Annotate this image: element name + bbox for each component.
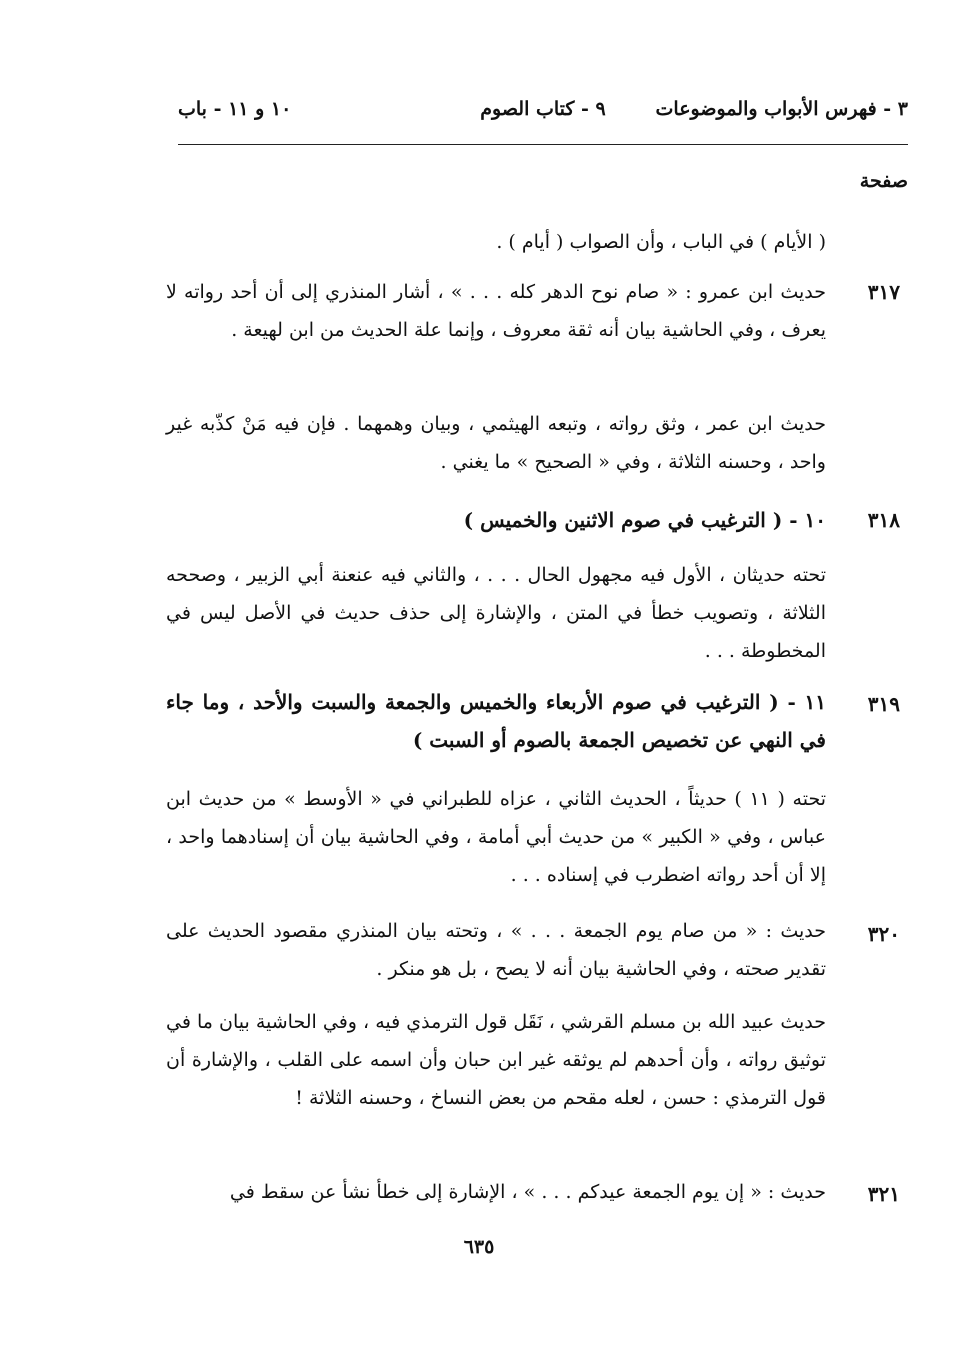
header-book: ٩ - كتاب الصوم xyxy=(480,98,606,120)
entry-320-para-2 xyxy=(166,1003,826,1117)
entry-318-title xyxy=(166,501,826,539)
page-column-label: صفحة xyxy=(859,170,908,192)
paragraph: حديث عبيد الله بن مسلم القرشي ، نَقَل قول الترمذي فيه ، وفي الحاشية بيان ما في توثيق رواته ، وأن أحدهم لم يوثقه غير ابن حبان وأن اسمه على القلب ، والإشارة أن قول الترمذي : حسن ، لعله مقحم من بعض النساخ ، وحسنه الثلاثة ! xyxy=(166,1011,826,1109)
entry-321-para xyxy=(166,1173,826,1211)
entry-317-para-2 xyxy=(166,405,826,481)
entry-number: ٣١٨ xyxy=(867,508,900,532)
paragraph: تحته حديثان ، الأول فيه مجهول الحال . . . ، والثاني فيه عنعنة أبي الزبير ، وصححه الثلاثة ، وتصويب خطأ في المتن ، والإشارة إلى حذف حديث في الأصل ليس في المخطوطة . . . xyxy=(166,564,826,662)
entry-number: ٣١٧ xyxy=(867,280,900,304)
entry-319-para xyxy=(166,780,826,894)
entry-319-title xyxy=(166,683,826,759)
page-number: ٦٣٥ xyxy=(463,1236,495,1258)
paragraph: حديث : « إن يوم الجمعة عيدكم . . . » ، الإشارة إلى خطأ نشأ عن سقط في xyxy=(229,1181,826,1203)
entry-320-para-1 xyxy=(166,912,826,988)
header-chapter: ٣ - فهرس الأبواب والموضوعات xyxy=(655,98,908,120)
entry-number: ٣٢٠ xyxy=(867,922,900,946)
header-rule xyxy=(178,144,908,145)
paragraph: تحته ( ١١ ) حديثاً ، الحديث الثاني ، عزاه للطبراني في « الأوسط » من حديث ابن عباس ، وفي « الكبير » من حديث أبي أمامة ، وفي الحاشية بيان أن إسنادهما واحد ، إلا أن أحد رواته اضطرب في إسناده . . . xyxy=(166,788,827,886)
paragraph: ( الأيام ) في الباب ، وأن الصواب ( أيام ) . xyxy=(496,231,826,253)
section-title: ١١ - ( الترغيب في صوم الأربعاء والخميس والجمعة والسبت والأحد ، وما جاء في النهي عن تخصيص الجمعة بالصوم أو السبت ) xyxy=(166,690,826,752)
entry-317-para-1 xyxy=(166,273,826,349)
paragraph: حديث ابن عمرو : « صام نوح الدهر كله . . . » ، أشار المنذري إلى أن أحد رواته لا يعرف ، وفي الحاشية بيان أنه ثقة معروف ، وإنما علة الحديث من ابن لهيعة . xyxy=(166,281,826,341)
entry-number: ٣٢١ xyxy=(867,1182,900,1206)
paragraph: حديث : « من صام يوم الجمعة . . . » ، وتحته بيان المنذري مقصود الحديث على تقدير صحته ، وفي الحاشية بيان أنه لا يصح ، بل هو منكر . xyxy=(166,920,826,980)
entry-number: ٣١٩ xyxy=(867,692,900,716)
running-header xyxy=(178,98,908,132)
paragraph: حديث ابن عمر ، وثق رواته ، وتبعه الهيثمي ، وبيان وهمهما . فإن فيه مَنْ كذّبه غير واحد ، وحسنه الثلاثة ، وفي « الصحيح » ما يغني . xyxy=(166,413,826,473)
entry-318-para xyxy=(166,556,826,670)
entry-continuation xyxy=(166,223,826,261)
section-title: ١٠ - ( الترغيب في صوم الاثنين والخميس ) xyxy=(463,508,826,532)
header-section: ١٠ و ١١ - باب xyxy=(178,98,292,120)
